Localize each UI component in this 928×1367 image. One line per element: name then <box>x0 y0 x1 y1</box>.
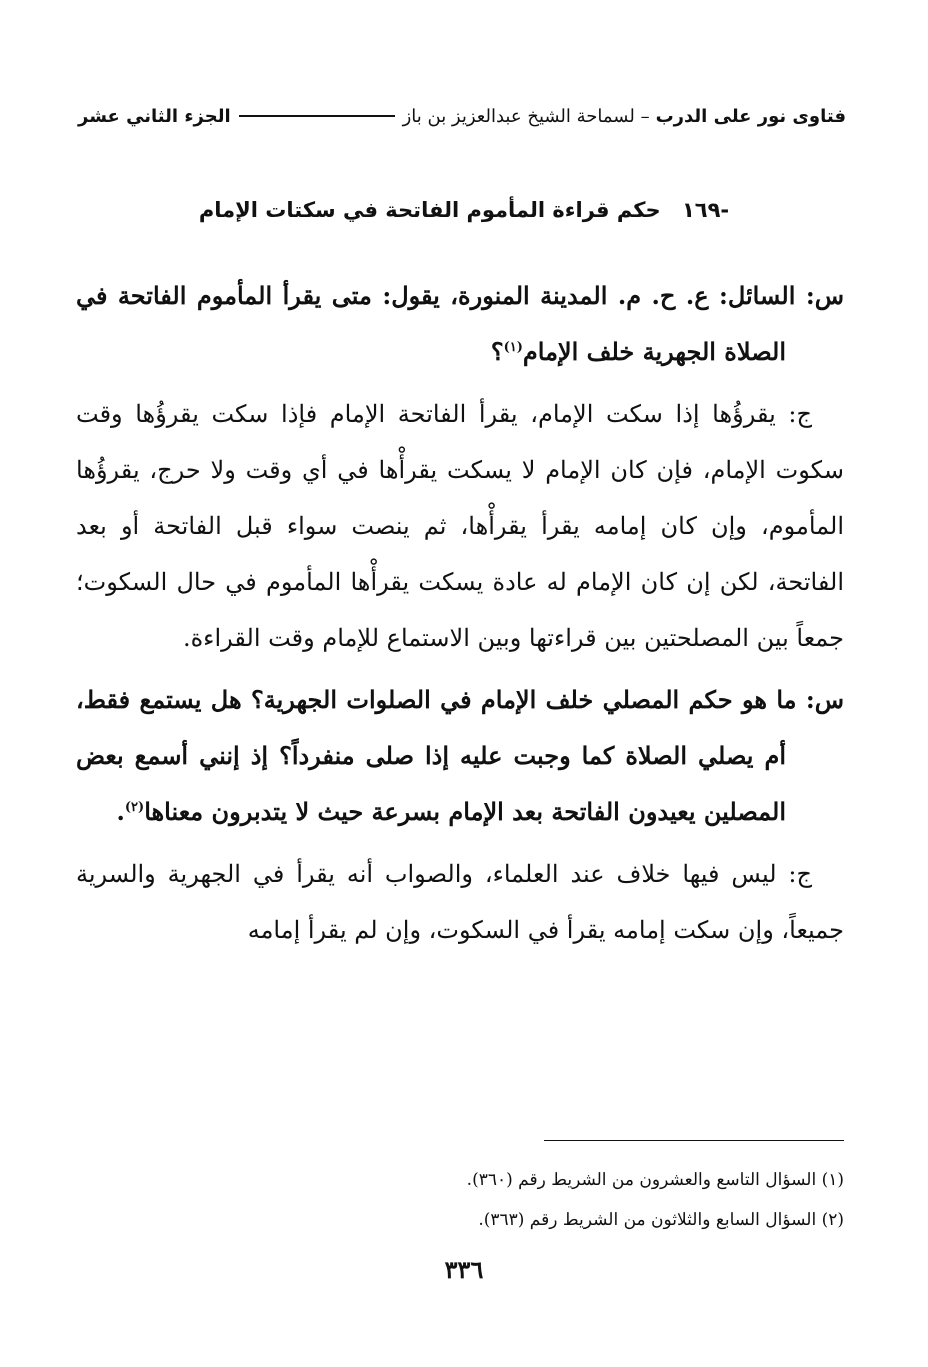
answer-text: يقرؤُها إذا سكت الإمام، يقرأ الفاتحة الإمام فإذا سكت يقرؤُها وقت سكوت الإمام، فإن كان الإمام لا يسكت يقرأْها في أي وقت ولا حرج، يقرؤُها المأموم، وإن كان إمامه يقرأ يقرأْها، ثم ينصت سواء قبل الفاتحة أو بعد الفاتحة، لكن إن كان الإمام له عادة يسكت يقرأْها المأموم في حال السكوت؛ جمعاً بين المصلحتين بين قراءتها وبين الاستماع للإمام وقت القراءة. <box>76 400 844 652</box>
header-author: – لسماحة الشيخ عبدالعزيز بن باز <box>402 105 650 127</box>
footnote-divider <box>544 1140 844 1141</box>
body-text <box>76 268 844 964</box>
section-title: حكم قراءة المأموم الفاتحة في سكتات الإمام <box>198 198 661 222</box>
answer-label: ج: <box>788 400 812 428</box>
header-part: الجزء الثاني عشر <box>78 105 231 127</box>
section-number: -١٦٩ <box>681 198 730 222</box>
header-book-title: فتاوى نور على الدرب <box>655 105 846 127</box>
answer-text: ليس فيها خلاف عند العلماء، والصواب أنه يقرأ في الجهرية والسرية جميعاً، وإن سكت إمامه يقرأ في السكوت، وإن لم يقرأ إمامه <box>76 860 844 944</box>
question-text: السائل: ع. ح. م. المدينة المنورة، يقول: متى يقرأ المأموم الفاتحة في الصلاة الجهرية خلف الإمام <box>76 281 796 366</box>
question-label: س: <box>805 685 844 714</box>
answer-1 <box>76 386 844 666</box>
question-label: س: <box>805 281 845 310</box>
header-rule <box>239 115 395 117</box>
footnote-ref[interactable]: (١) <box>503 340 523 355</box>
footnote-1: (١) السؤال التاسع والعشرون من الشريط رقم (٣٦٠). <box>466 1170 844 1190</box>
question-mark: ؟ <box>490 337 504 366</box>
question-text: ما هو حكم المصلي خلف الإمام في الصلوات الجهرية؟ هل يستمع فقط، أم يصلي الصلاة كما وجبت عليه إذا صلى منفرداً؟ إذ إنني أسمع بعض المصلين يعيدون الفاتحة بعد الإمام بسرعة حيث لا يتدبرون معناها <box>76 685 797 826</box>
section-heading <box>80 190 848 230</box>
running-header <box>78 96 846 136</box>
footnote-ref[interactable]: (٢) <box>124 800 145 815</box>
footnotes <box>80 1160 844 1240</box>
answer-2 <box>76 846 844 958</box>
footnote-2: (٢) السؤال السابع والثلاثون من الشريط رقم (٣٦٣). <box>478 1210 844 1230</box>
answer-label: ج: <box>788 860 812 888</box>
page-number: ٣٣٦ <box>444 1255 484 1284</box>
sentence-end: . <box>116 797 125 826</box>
question-1 <box>76 268 844 380</box>
question-2 <box>76 672 844 840</box>
